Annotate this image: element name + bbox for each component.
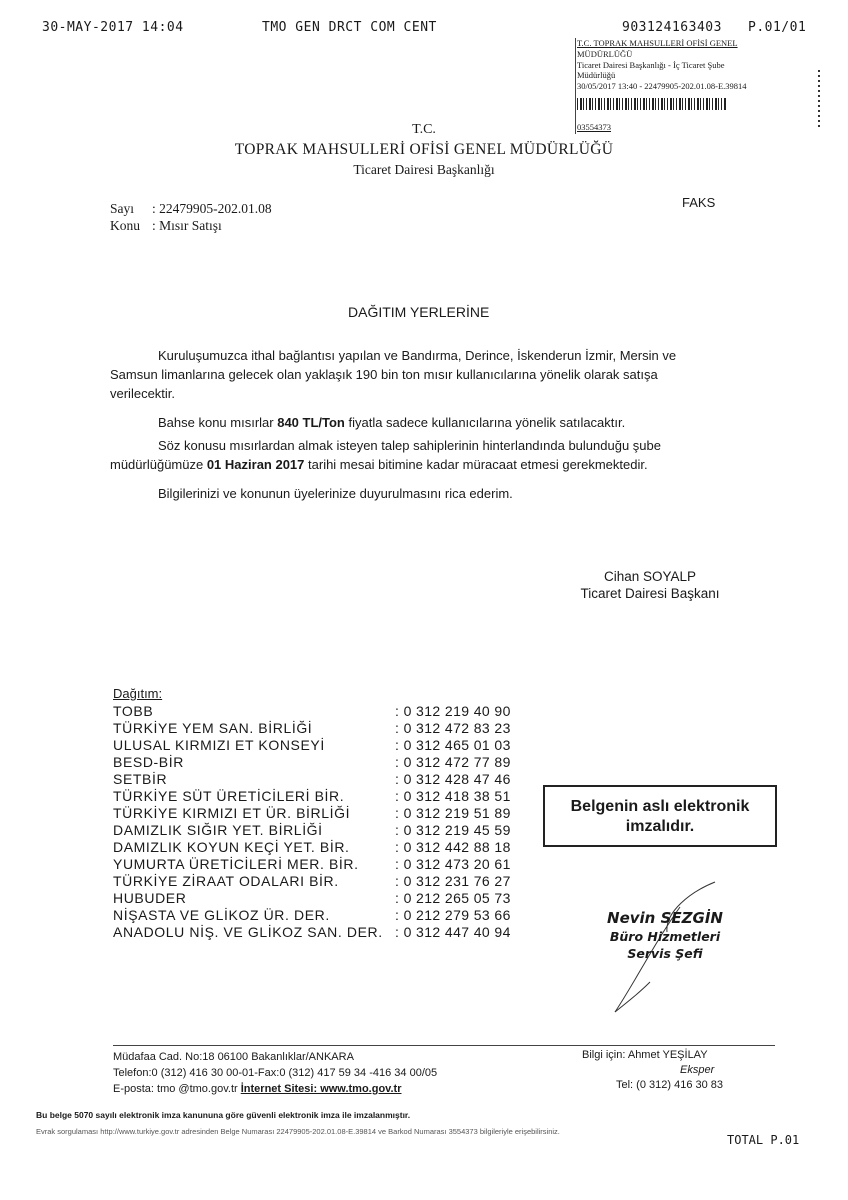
konu-value: : Mısır Satışı [152,218,222,233]
letterhead-dept: Ticaret Dairesi Başkanlığı [353,162,495,177]
list-item: SETBİR : 0 312 428 47 46 [113,771,511,787]
signatory-title: Ticaret Dairesi Başkanı [580,586,720,601]
stamp-line: Müdürlüğü [577,70,616,81]
signatory-name: Cihan SOYALP [603,569,697,584]
list-item: DAMIZLIK SIĞIR YET. BİRLİĞİ : 0 312 219 45 59 [113,822,511,838]
fax-sender: TMO GEN DRCT COM CENT [262,20,437,35]
letterhead-tc: T.C. [412,122,436,137]
footer-address: Müdafaa Cad. No:18 06100 Bakanlıklar/ANKARA [113,1051,354,1063]
list-item: TÜRKİYE ZİRAAT ODALARI BİR. : 0 312 231 76 27 [113,873,511,889]
body-paragraph-3 [110,436,720,474]
body-text: tarihi mesai bitimine kadar müracaat etmesi gerekmektedir. [304,457,648,472]
certifier-title-1: Büro Hizmetleri [609,929,721,944]
email-link[interactable]: E-posta: tmo @tmo.gov.tr [113,1083,238,1095]
body-text: Bahse konu mısırlar [158,415,278,430]
stamp-line: T.C. TOPRAK MAHSULLERİ OFİSİ GENEL [577,38,738,48]
list-item: TÜRKİYE YEM SAN. BİRLİĞİ : 0 312 472 83 23 [113,720,511,736]
margin-marks [818,70,820,128]
list-item: HUBUDER : 0 212 265 05 73 [113,890,511,906]
info-phone: Tel: (0 312) 416 30 83 [616,1079,724,1091]
letter-body [110,346,720,503]
letterhead-org: TOPRAK MAHSULLERİ OFİSİ GENEL MÜDÜRLÜĞÜ [234,141,614,158]
list-item: BESD-BİR : 0 312 472 77 89 [113,754,511,770]
esign-line-1: Belgenin aslı elektronik [570,798,750,815]
fax-datetime: 30-MAY-2017 14:04 [42,20,184,35]
body-paragraph-4: Bilgilerinizi ve konunun üyelerinize duyurulmasını rica ederim. [158,486,513,501]
stamp-line: Ticaret Dairesi Başkanlığı - İç Ticaret Şube [577,59,725,70]
sayi-label: Sayı [110,201,135,216]
legal-notice-1: Bu belge 5070 sayılı elektronik imza kanununa göre güvenli elektronik imza ile imzalanmıştır. [36,1110,411,1120]
barcode-graphic [577,98,727,110]
list-item: TOBB : 0 312 219 40 90 [113,703,511,719]
footer-phone: Telefon:0 (312) 416 30 00-01-Fax:0 (312) 417 59 34 -416 34 00/05 [113,1067,438,1079]
deadline-highlight: 01 Haziran 2017 [206,457,305,472]
info-title: Eksper [680,1064,715,1076]
sayi-value: : 22479905-202.01.08 [152,201,272,216]
list-item: TÜRKİYE SÜT ÜRETİCİLERİ BİR. : 0 312 418 38 51 [113,788,511,804]
certifier-name: Nevin SEZGİN [607,909,723,927]
website-link[interactable]: İnternet Sitesi: www.tmo.gov.tr [240,1083,402,1095]
esign-line-2: imzalıdır. [625,818,695,835]
distribution-heading: Dağıtım: [113,686,163,701]
info-contact: Bilgi için: Ahmet YEŞİLAY [582,1049,708,1061]
fax-number: 903124163403 [622,20,722,35]
body-paragraph-1: Kuruluşumuzca ithal bağlantısı yapılan ve Bandırma, Derince, İskenderun İzmir, Mersin ve Samsun limanlarına gelecek olan yaklaşık 190 bin ton mısır kullanıcılarına yönelik olarak satışa verilecektir. [110,348,677,401]
price-highlight: 840 TL/Ton [277,415,345,430]
distribution-list [113,686,511,941]
body-paragraph-2 [110,413,720,432]
list-item: YUMURTA ÜRETİCİLERİ MER. BİR. : 0 312 473 20 61 [113,856,511,872]
addressee: DAĞITIM YERLERİNE [348,304,490,320]
fax-page: P.01/01 [748,20,807,35]
footer-email [113,1083,401,1095]
certifier-title-2: Servis Şefi [627,946,703,961]
legal-notice-2: Evrak sorgulaması http://www.turkiye.gov.tr adresinden Belge Numarası 22479905-202.01.08-E.39814 ve Barkod Numarası 3554373 bilgileriyle erişebilirsiniz. [36,1127,560,1136]
stamp-line: 30/05/2017 13:40 - 22479905-202.01.08-E.39814 [577,81,747,92]
faks-label: FAKS [682,195,716,210]
body-text: Söz konusu mısırlardan almak isteyen talep sahiplerinin hinterlandında bulunduğu şube müdürlüğümüze [110,438,661,472]
fax-total: TOTAL P.01 [727,1133,800,1147]
registry-stamp [577,38,823,134]
list-item: DAMIZLIK KOYUN KEÇİ YET. BİR. : 0 312 442 88 18 [113,839,511,855]
body-text: fiyatla sadece kullanıcılarına yönelik satılacaktır. [344,415,626,430]
konu-label: Konu [110,218,140,233]
stamp-line: MÜDÜRLÜĞÜ [577,48,633,59]
list-item: TÜRKİYE KIRMIZI ET ÜR. BİRLİĞİ : 0 312 219 51 89 [113,805,511,821]
esign-notice-box [543,785,777,847]
signatory-block [560,569,740,601]
list-item: NİŞASTA VE GLİKOZ ÜR. DER. : 0 212 279 53 66 [113,907,511,923]
list-item: ULUSAL KIRMIZI ET KONSEYİ : 0 312 465 01 03 [113,737,511,753]
stamp-number: 03554373 [577,122,611,132]
list-item: ANADOLU NİŞ. VE GLİKOZ SAN. DER. : 0 312 447 40 94 [113,924,511,940]
